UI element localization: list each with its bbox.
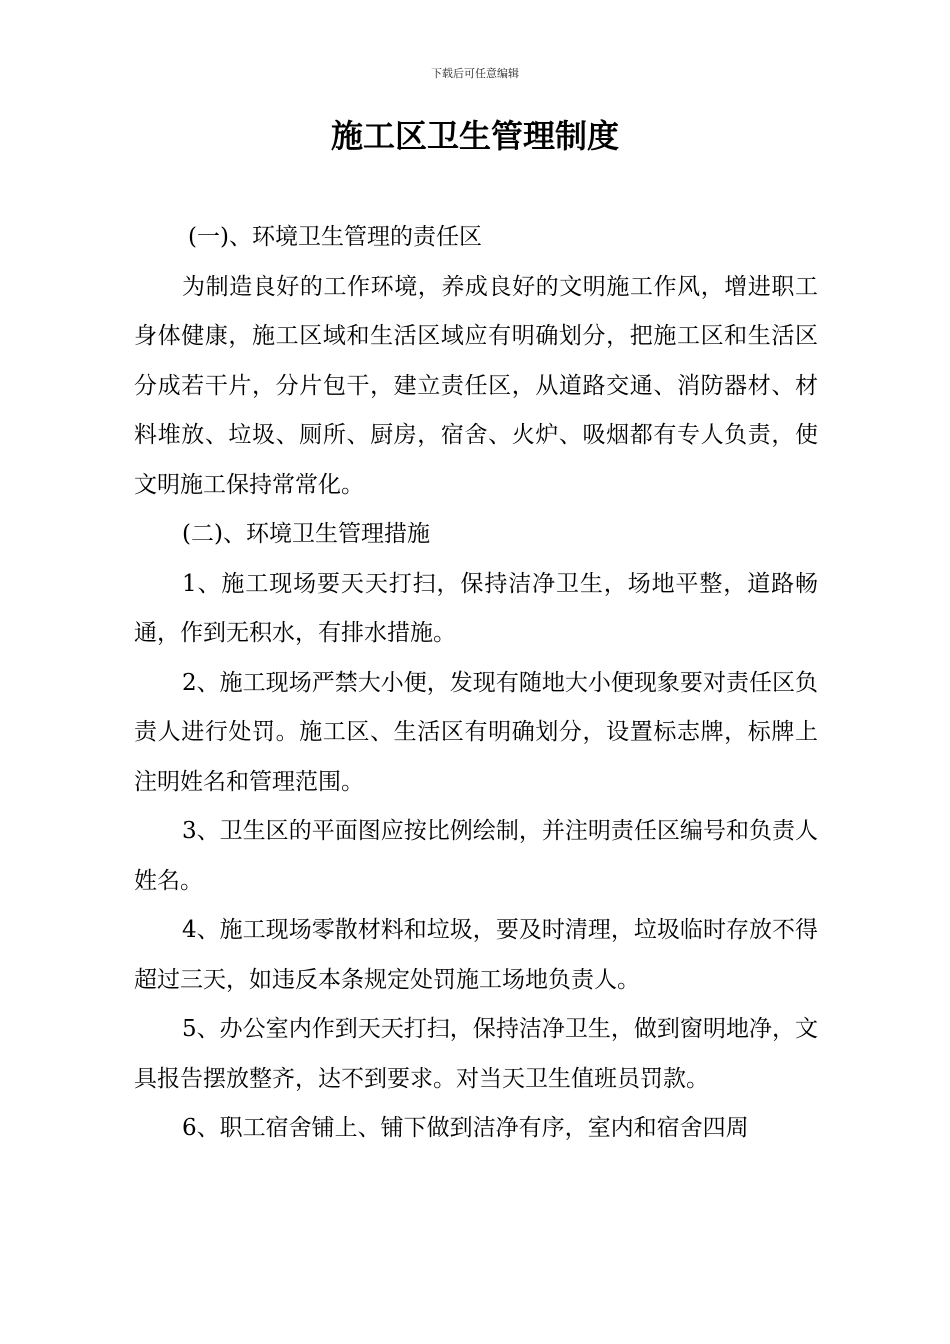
rule-item-3: 3、卫生区的平面图应按比例绘制，并注明责任区编号和负责人姓名。 xyxy=(134,818,818,894)
rule-item-2: 2、施工现场严禁大小便，发现有随地大小便现象要对责任区负责人进行处罚。施工区、生活区有明确划分，设置标志牌，标牌上注明姓名和管理范围。 xyxy=(134,669,818,795)
header-note: 下载后可任意编辑 xyxy=(431,67,519,80)
rule-item-4: 4、施工现场零散材料和垃圾，要及时清理，垃圾临时存放不得超过三天，如违反本条规定处罚施工场地负责人。 xyxy=(134,917,818,993)
document-title: 施工区卫生管理制度 xyxy=(330,117,619,155)
rule-item-1: 1、施工现场要天天打扫，保持洁净卫生，场地平整，道路畅通，作到无积水，有排水措施。 xyxy=(134,570,818,646)
section-heading-1: (一)、环境卫生管理的责任区 xyxy=(188,224,482,250)
document-body xyxy=(134,213,818,1154)
rule-item-6: 6、职工宿舍铺上、铺下做到洁净有序，室内和宿舍四周 xyxy=(182,1115,749,1141)
section-heading-2: (二)、环境卫生管理措施 xyxy=(182,521,430,547)
rule-item-5: 5、办公室内作到天天打扫，保持洁净卫生，做到窗明地净，文具报告摆放整齐，达不到要求。对当天卫生值班员罚款。 xyxy=(134,1016,818,1092)
section-1-paragraph: 为制造良好的工作环境，养成良好的文明施工作风，增进职工身体健康，施工区域和生活区域应有明确划分，把施工区和生活区分成若干片，分片包干，建立责任区，从道路交通、消防器材、材料堆放、垃圾、厕所、厨房，宿舍、火炉、吸烟都有专人负责，使文明施工保持常常化。 xyxy=(134,273,818,498)
